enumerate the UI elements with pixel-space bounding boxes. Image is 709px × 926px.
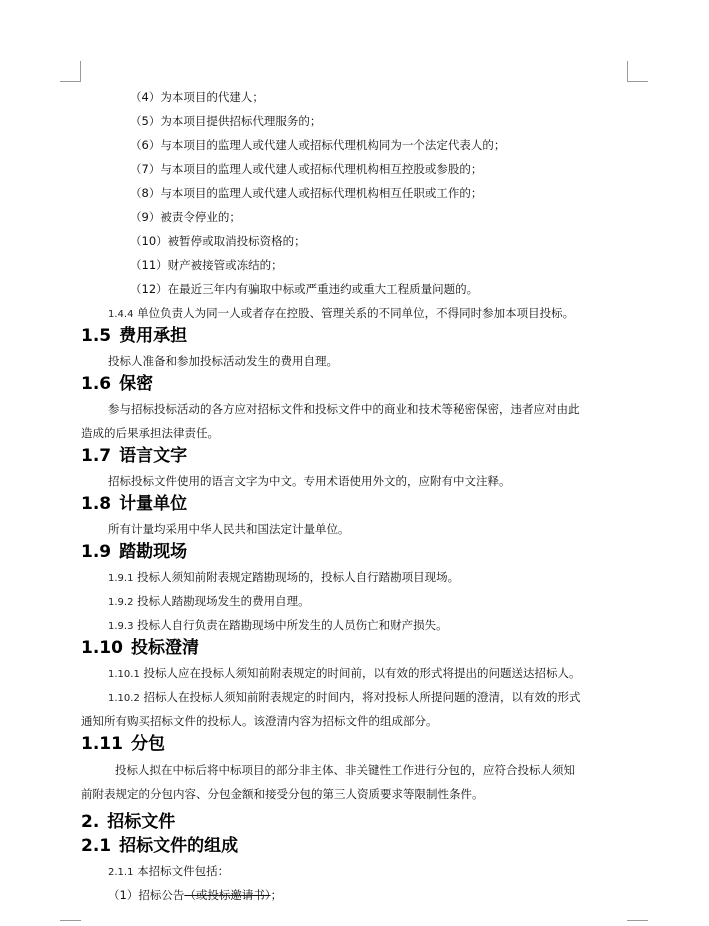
heading-title: 招标文件: [107, 812, 176, 832]
heading-title: 分包: [130, 734, 165, 754]
heading-title: 踏勘现场: [119, 542, 188, 562]
clause-1-9-1: [108, 569, 459, 587]
clause-1-9-2: [108, 593, 310, 611]
heading-title: 费用承担: [119, 326, 188, 346]
list-item: （4）为本项目的代建人；: [130, 90, 264, 104]
crop-mark-top-right-v: [627, 61, 628, 82]
list-item: （12）在最近三年内有骗取中标或严重违约或重大工程质量问题的。: [130, 282, 479, 296]
heading-number: 1.9: [81, 542, 112, 562]
clause-number: 1.10.2: [108, 693, 140, 704]
heading-number: 1.10: [81, 638, 123, 658]
list-item: （10）被暂停或取消投标资格的；: [130, 234, 306, 248]
list-item: （8）与本项目的监理人或代建人或招标代理机构相互任职或工作的；: [130, 186, 483, 200]
heading-number: 2.: [81, 812, 100, 832]
heading-1-9: [81, 541, 187, 563]
heading-number: 1.6: [81, 374, 112, 394]
heading-title: 语言文字: [119, 446, 188, 466]
clause-text: 投标人应在投标人须知前附表规定的时间前，以有效的形式将提出的问题送达招标人。: [143, 666, 581, 680]
heading-title: 计量单位: [119, 494, 188, 514]
list-item: （5）为本项目提供招标代理服务的；: [130, 114, 322, 128]
clause-number: 1.9.3: [108, 621, 134, 632]
clause-number: 1.10.1: [108, 669, 140, 680]
clause-number: 1.9.2: [108, 597, 134, 608]
item-prefix: （1）招标公告: [108, 888, 185, 902]
clause-1-9-3: [108, 617, 448, 635]
clause-1-4-4: [108, 305, 574, 323]
list-item: （9）被责令停业的；: [130, 210, 241, 224]
crop-mark-top-left-h: [60, 81, 81, 82]
clause-text: 投标人自行负责在踏勘现场中所发生的人员伤亡和财产损失。: [137, 618, 448, 632]
list-item: [108, 887, 282, 903]
paragraph: 所有计量均采用中华人民共和国法定计量单位。: [108, 522, 350, 536]
paragraph-continuation: 前附表规定的分包内容、分包金额和接受分包的第三人资质要求等限制性条件。: [81, 787, 484, 801]
heading-1-8: [81, 493, 187, 515]
list-item: （7）与本项目的监理人或代建人或招标代理机构相互控股或参股的；: [130, 162, 483, 176]
crop-mark-top-right-h: [627, 81, 648, 82]
struck-text: （或投标邀请书）: [184, 888, 271, 902]
heading-2-1: [81, 835, 238, 857]
heading-1-11: [81, 733, 165, 755]
paragraph: 招标投标文件使用的语言文字为中文。专用术语使用外文的，应附有中文注释。: [108, 474, 511, 488]
heading-1-6: [81, 373, 153, 395]
heading-title: 保密: [119, 374, 154, 394]
crop-mark-bottom-left-h: [60, 920, 81, 921]
crop-mark-bottom-right-h: [627, 920, 648, 921]
clause-number: 2.1.1: [108, 867, 134, 878]
heading-title: 投标澄清: [130, 638, 199, 658]
heading-number: 1.11: [81, 734, 123, 754]
clause-number: 1.9.1: [108, 573, 134, 584]
heading-1-7: [81, 445, 187, 467]
heading-title: 招标文件的组成: [119, 836, 239, 856]
paragraph: 参与招标投标活动的各方应对招标文件和投标文件中的商业和技术等秘密保密，违者应对由此: [108, 402, 580, 416]
clause-text: 本招标文件包括：: [137, 864, 230, 878]
paragraph: 投标人拟在中标后将中标项目的部分非主体、非关键性工作进行分包的，应符合投标人须知: [115, 763, 575, 777]
list-item: （6）与本项目的监理人或代建人或招标代理机构同为一个法定代表人的；: [130, 138, 506, 152]
clause-text: 招标人在投标人须知前附表规定的时间内，将对投标人所提问题的澄清，以有效的形式: [143, 690, 581, 704]
clause-2-1-1: [108, 863, 229, 881]
heading-1-10: [81, 637, 199, 659]
heading-number: 2.1: [81, 836, 112, 856]
list-item: （11）财产被接管或冻结的；: [130, 258, 283, 272]
heading-number: 1.7: [81, 446, 112, 466]
clause-text: 投标人踏勘现场发生的费用自理。: [137, 594, 310, 608]
clause-number: 1.4.4: [108, 309, 134, 320]
paragraph-continuation: 造成的后果承担法律责任。: [81, 426, 219, 440]
heading-1-5: [81, 325, 187, 347]
clause-text: 单位负责人为同一人或者存在控股、管理关系的不同单位，不得同时参加本项目投标。: [137, 306, 575, 320]
heading-2: [81, 811, 175, 833]
item-suffix: ；: [270, 888, 283, 902]
heading-number: 1.5: [81, 326, 112, 346]
crop-mark-top-left-v: [80, 61, 81, 82]
clause-text: 投标人须知前附表规定踏勘现场的，投标人自行踏勘项目现场。: [137, 570, 460, 584]
clause-1-10-1: [108, 665, 580, 683]
paragraph: 投标人准备和参加投标活动发生的费用自理。: [108, 354, 338, 368]
heading-number: 1.8: [81, 494, 112, 514]
clause-1-10-2: [108, 689, 580, 707]
paragraph-continuation: 通知所有购买招标文件的投标人。该澄清内容为招标文件的组成部分。: [81, 714, 438, 728]
